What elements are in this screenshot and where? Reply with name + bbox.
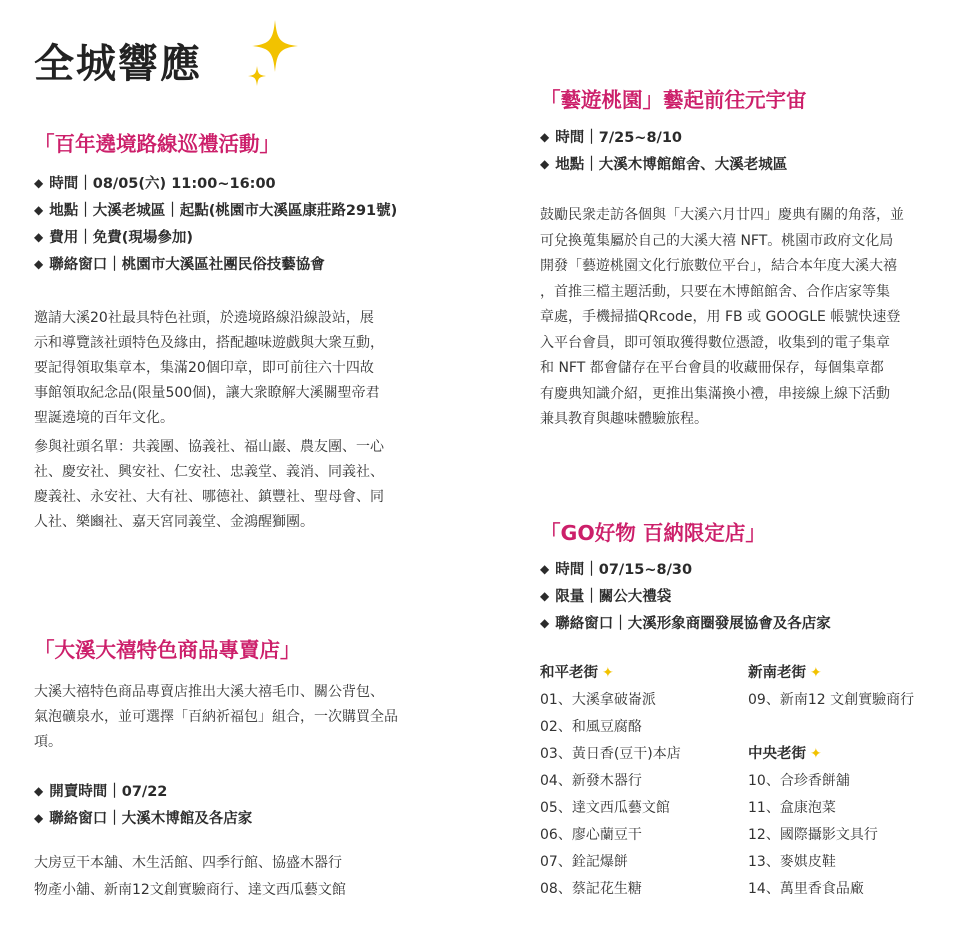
diamond-icon: ◆ <box>540 157 550 171</box>
diamond-icon: ◆ <box>540 589 550 603</box>
event1-title: 「百年遶境路線巡禮活動」 <box>34 132 280 156</box>
event2-title: 「大溪大禧特色商品專賣店」 <box>34 638 301 662</box>
list-item: 07、銓記爆餅 <box>540 854 628 870</box>
event1-info <box>34 171 397 279</box>
info-line: ◆ 地點｜大溪老城區｜起點(桃園市大溪區康莊路291號) <box>34 203 398 219</box>
list-item: 12、國際攝影文具行 <box>748 827 878 843</box>
diamond-icon: ◆ <box>34 257 44 271</box>
list-item: 06、廖心蘭豆干 <box>540 827 642 843</box>
info-line: ◆ 費用｜免費(現場參加) <box>34 230 193 246</box>
diamond-icon: ◆ <box>34 811 44 825</box>
event1-description: 邀請大溪20社最具特色社頭，於遶境路線沿線設站，展 示和導覽該社頭特色及緣由，搭配趣味遊戲與大衆互動， 要記得領取集章本，集滿20個印章，即可前往六十四故 事館領取紀念品(限量500個)，讓大衆瞭解大溪關聖帝君 聖誕遶境的百年文化。 參與社頭名單：共義團、協義社、福山巖、農友團、一心 社、慶安社、興安社、仁安社、忠義堂、義消、同義社、 慶義社、永安社、大有社、哪德社、鎮豐社、聖母會、同 人社、樂豳社、嘉天宮同義堂、金鴻醒獅團。 <box>34 310 384 530</box>
street-heading: 中央老街 ✦ <box>748 746 822 762</box>
event3-description: 鼓勵民衆走訪各個與「大溪六月廿四」慶典有關的角落，並 可兌換蒐集屬於自己的大溪大禧 NFT。桃園市政府文化局 開發「藝遊桃園文化行旅數位平台」，結合本年度大溪大禧 ，首推三檔主題活動，只要在木博館館舍、合作店家等集 章處，手機掃描QRcode，用 FB 或 GOOGLE 帳號快速登 入平台會員，即可領取獲得數位憑證，收集到的電子集章 和 NFT 都會儲存在平台會員的收藏冊保存，每個集章都 有慶典知識介紹，更推出集滿換小禮，串接線上線下活動 兼具教育與趣味體驗旅程。 <box>540 207 904 427</box>
event4-info <box>540 557 831 638</box>
heping-street-list <box>540 660 681 903</box>
event3-info <box>540 125 787 179</box>
diamond-icon: ◆ <box>34 230 44 244</box>
list-item: 02、和風豆腐酪 <box>540 719 642 735</box>
event2-store-list: 大房豆干本舖、木生活館、四季行館、協盛木器行 物產小舖、新南12文創實驗商行、達文西瓜藝文館 <box>34 855 346 898</box>
list-item: 11、盒康泡菜 <box>748 800 836 816</box>
info-line: ◆ 聯絡窗口｜大溪形象商圈發展協會及各店家 <box>540 616 831 632</box>
diamond-icon: ◆ <box>34 203 44 217</box>
event2-description: 大溪大禧特色商品專賣店推出大溪大禧毛巾、關公背包、 氣泡礦泉水，並可選擇「百納祈福包」組合，一次購買全品 項。 <box>34 684 398 750</box>
list-item: 05、達文西瓜藝文館 <box>540 800 670 816</box>
list-item: 08、蔡記花生糖 <box>540 881 642 897</box>
list-item: 04、新發木器行 <box>540 773 642 789</box>
info-line: ◆ 地點｜大溪木博館館舍、大溪老城區 <box>540 157 788 173</box>
sparkle-icon: ✦ <box>810 746 822 762</box>
list-item: 09、新南12 文創實驗商行 <box>748 692 915 708</box>
diamond-icon: ◆ <box>34 784 44 798</box>
info-line: ◆ 聯絡窗口｜桃園市大溪區社團民俗技藝協會 <box>34 257 325 273</box>
sparkle-icon: ✦ <box>810 665 822 681</box>
diamond-icon: ◆ <box>34 176 44 190</box>
diamond-icon: ◆ <box>540 130 550 144</box>
info-line: ◆ 聯絡窗口｜大溪木博館及各店家 <box>34 811 253 827</box>
sparkle-icon: ✦ <box>602 665 614 681</box>
info-line: ◆ 時間｜7/25~8/10 <box>540 130 683 146</box>
sparkle-icon <box>252 20 298 72</box>
diamond-icon: ◆ <box>540 562 550 576</box>
info-line: ◆ 時間｜08/05(六) 11:00~16:00 <box>34 176 276 192</box>
zhongyang-street-list <box>748 741 878 903</box>
event2-info <box>34 779 252 833</box>
diamond-icon: ◆ <box>540 616 550 630</box>
list-item: 03、黃日香(豆干)本店 <box>540 746 681 762</box>
list-item: 13、麥娸皮鞋 <box>748 854 836 870</box>
list-item: 10、合珍香餅舖 <box>748 773 850 789</box>
sparkle-small-icon <box>248 66 266 86</box>
list-item: 14、萬里香食品廠 <box>748 881 864 897</box>
street-heading: 和平老街 ✦ <box>540 665 614 681</box>
page-title: 全城響應 <box>34 41 202 87</box>
event3-title: 「藝遊桃園」藝起前往元宇宙 <box>540 88 807 112</box>
list-item: 01、大溪拿破崙派 <box>540 692 656 708</box>
info-line: ◆ 限量｜關公大禮袋 <box>540 589 672 605</box>
xinnan-street-list <box>748 660 914 714</box>
info-line: ◆ 時間｜07/15~8/30 <box>540 562 693 578</box>
info-line: ◆ 開賣時間｜07/22 <box>34 784 168 800</box>
street-heading: 新南老街 ✦ <box>748 665 822 681</box>
event4-title: 「GO好物 百納限定店」 <box>540 521 766 545</box>
